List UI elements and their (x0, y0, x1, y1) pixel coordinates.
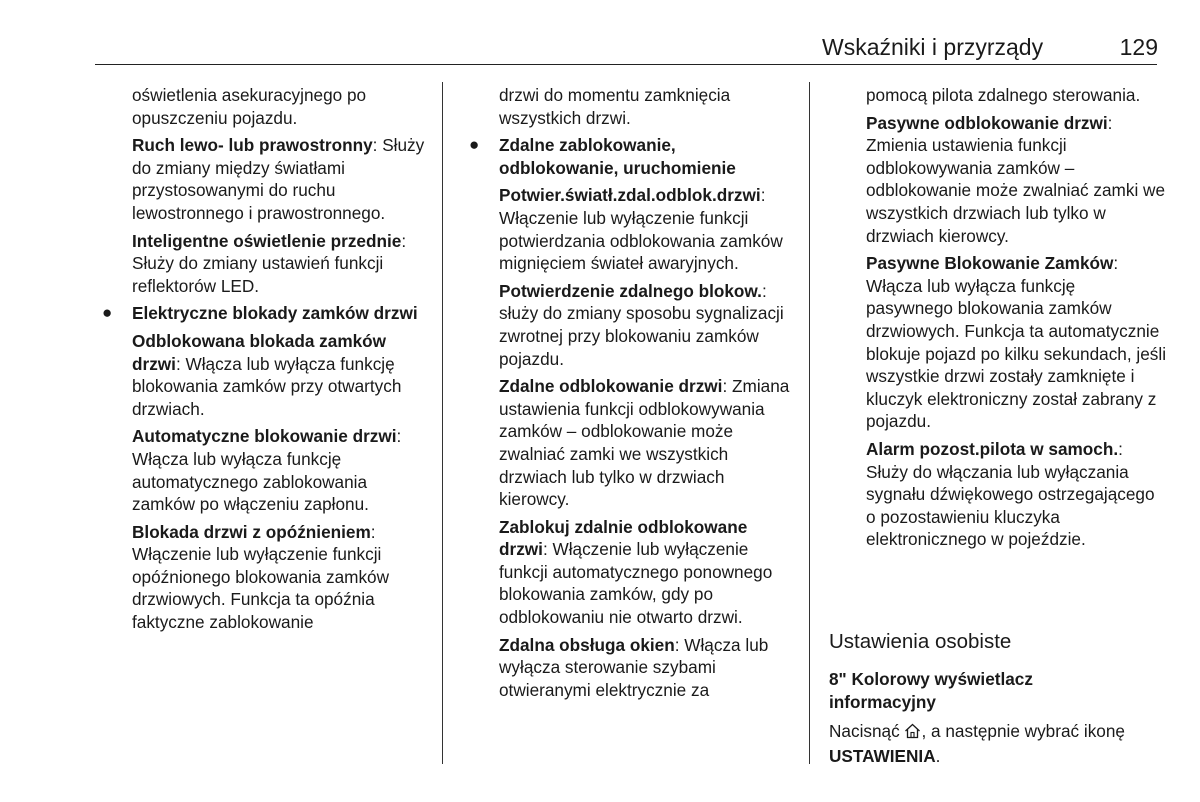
setting-item (132, 134, 432, 224)
setting-desc: : Włącza lub wyłącza sterowanie szybami otwieranymi elektrycznie za (499, 634, 769, 700)
setting-item (499, 184, 799, 274)
bullet-heading-text: Elektryczne blokady zamków drzwi (132, 303, 418, 324)
setting-desc: : Służy do włączania lub wyłączania sygnału dźwiękowego ostrzegającego o pozostawieniu kluczyka elektronicznego w pojeździe. (866, 438, 1155, 550)
continued-text: pomocą pilota zdalnego sterowania. (866, 85, 1141, 105)
setting-desc: : Zmiana ustawienia funkcji odblokowywania zamków – odblokowanie może zwalniać zamki we wszystkich drzwiach lub tylko w drzwiach kierowcy. (499, 376, 790, 510)
column-1 (102, 84, 432, 639)
setting-desc: : Włączenie lub wyłączenie funkcji opóźnionego blokowania zamków drzwiowych. Funkcja ta opóźnia faktyczne zablokowanie (132, 521, 390, 633)
setting-term: Inteligentne oświetlenie przednie (132, 230, 402, 251)
page-number: 129 (1119, 34, 1158, 60)
bullet-icon: ● (469, 135, 480, 155)
setting-desc: : Włącza lub wyłącza funkcję blokowania zamków przy otwartych drzwiach. (132, 353, 402, 419)
setting-item (132, 230, 432, 298)
instruction-middle: , a następnie wybrać ikonę (921, 721, 1125, 741)
bullet-heading (469, 134, 799, 179)
section-heading: Ustawienia osobiste (829, 630, 1012, 653)
setting-term: Odblokowana blokada zamków drzwi (132, 330, 387, 374)
setting-term: Pasywne odblokowanie drzwi (866, 112, 1108, 133)
setting-item (499, 516, 799, 629)
home-icon (904, 722, 921, 745)
bullet-heading-text: Zdalne zablokowanie, odblokowanie, uruchomienie (499, 135, 736, 178)
setting-desc: : Zmienia ustawienia funkcji odblokowywania zamków – odblokowanie może zwalniać zamki we wszystkich drzwiach lub tylko w drzwiach kierowcy. (866, 112, 1166, 246)
instruction-keyword: USTAWIENIA (829, 745, 936, 766)
column-divider-2 (809, 82, 810, 764)
instruction-after: . (935, 745, 941, 766)
setting-term: Automatyczne blokowanie drzwi (132, 426, 397, 447)
column-divider-1 (442, 82, 443, 764)
section-title-header: Wskaźniki i przyrządy (822, 34, 1044, 60)
setting-desc: : Włącza lub wyłącza funkcję automatycznego zablokowania zamków po włączeniu zapłonu. (132, 426, 402, 515)
setting-term: Zdalne odblokowanie drzwi (499, 376, 723, 397)
bullet-heading (102, 302, 432, 325)
setting-term: Zdalna obsługa okien (499, 634, 675, 655)
setting-item (499, 634, 799, 702)
setting-item (866, 438, 1166, 551)
setting-item (499, 280, 799, 370)
continued-text: drzwi do momentu zamknięcia wszystkich drzwi. (499, 85, 731, 128)
setting-desc: : Służy do zmiany ustawień funkcji reflektorów LED. (132, 230, 407, 296)
column-3 (866, 84, 1166, 556)
setting-term: Zablokuj zdalnie odblokowane drzwi (499, 516, 748, 560)
setting-item (132, 330, 432, 420)
setting-item (866, 252, 1166, 433)
setting-term: Blokada drzwi z opóźnieniem (132, 521, 371, 542)
setting-term: Pasywne Blokowanie Zamków (866, 253, 1114, 274)
column-2 (469, 84, 799, 706)
setting-term: Alarm pozost.pilota w samoch. (866, 438, 1119, 459)
setting-desc: : Włącza lub wyłącza funkcję pasywnego blokowania zamków drzwiowych. Funkcja ta automatycznie blokuje pojazd po kilku sekundach, jeśli wszystkie drzwi zostały zamknięte i kluczyk elektroniczny został zabrany z pojazdu. (866, 253, 1167, 432)
subsection-heading: 8" Kolorowy wyświetlacz informacyjny (829, 669, 1033, 712)
setting-desc: : służy do zmiany sposobu sygnalizacji zwrotnej przy blokowaniu zamków pojazdu. (499, 280, 784, 369)
instruction-before: Nacisnąć (829, 721, 905, 741)
header-divider (95, 64, 1157, 65)
setting-item (132, 425, 432, 515)
setting-term: Ruch lewo- lub prawostronny (132, 135, 373, 156)
setting-desc: : Włączenie lub wyłączenie funkcji potwierdzania odblokowania zamków mignięciem świateł awaryjnych. (499, 185, 783, 274)
setting-item (499, 375, 799, 511)
instruction-text (829, 720, 1159, 767)
setting-item (132, 521, 432, 634)
setting-term: Potwierdzenie zdalnego blokow. (499, 280, 762, 301)
setting-desc: : Służy do zmiany między światłami przystosowanymi do ruchu lewostronnego i prawostronnego. (132, 135, 425, 223)
setting-desc: : Włączenie lub wyłączenie funkcji automatycznego ponownego blokowania zamków, gdy po odblokowaniu nie otwarto drzwi. (499, 539, 773, 628)
setting-term: Potwier.światł.zdal.odblok.drzwi (499, 185, 761, 206)
setting-item (866, 112, 1166, 248)
continued-text: oświetlenia asekuracyjnego po opuszczeniu pojazdu. (132, 85, 367, 128)
bullet-icon: ● (102, 303, 113, 323)
